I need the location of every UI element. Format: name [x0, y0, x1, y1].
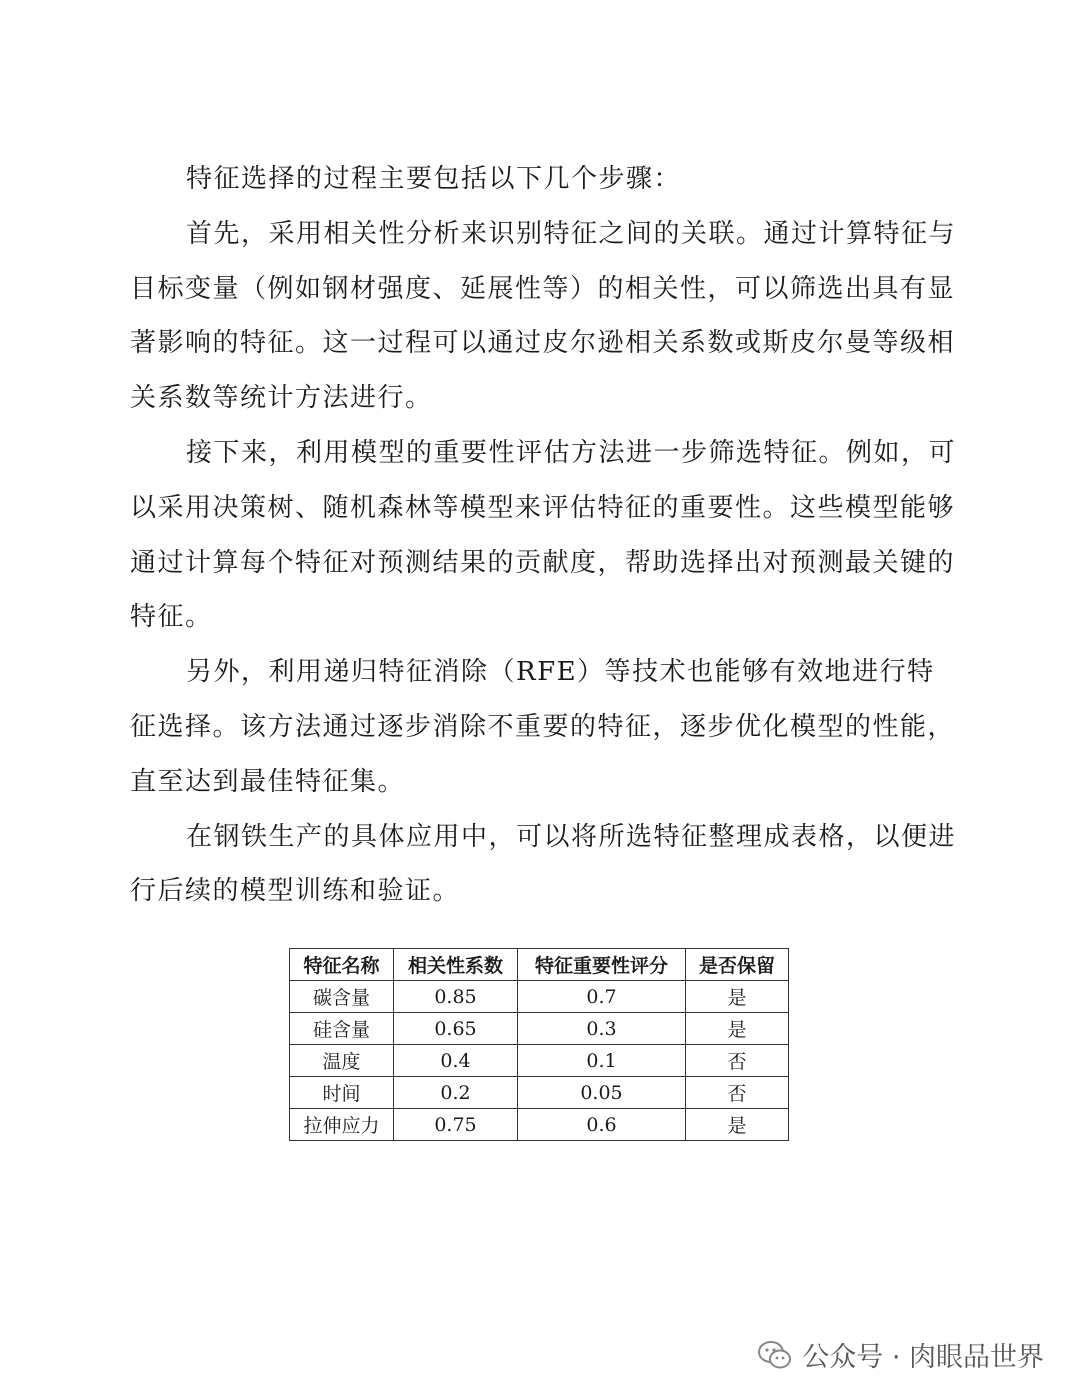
cell-feature-name: 碳含量: [290, 981, 394, 1013]
cell-feature-name: 温度: [290, 1045, 394, 1077]
cell-keep: 是: [686, 981, 789, 1013]
cell-keep: 是: [686, 1013, 789, 1045]
cell-keep: 是: [686, 1109, 789, 1141]
paragraph-rfe: 另外，利用递归特征消除（RFE）等技术也能够有效地进行特征选择。该方法通过逐步消除不重要的特征，逐步优化模型的性能，直至达到最佳特征集。: [130, 657, 956, 797]
paragraph-correlation: 首先，采用相关性分析来识别特征之间的关联。通过计算特征与目标变量（例如钢材强度、延展性等）的相关性，可以筛选出具有显著影响的特征。这一过程可以通过皮尔逊相关系数或斯皮尔曼等级相关系数等统计方法进行。: [130, 218, 957, 414]
cell-importance: 0.7: [518, 981, 686, 1013]
cell-feature-name: 时间: [290, 1077, 394, 1109]
table-row: [290, 1013, 789, 1045]
header-correlation: 相关性系数: [394, 949, 518, 981]
paragraph-model-importance: 接下来，利用模型的重要性评估方法进一步筛选特征。例如，可以采用决策树、随机森林等模型来评估特征的重要性。这些模型能够通过计算每个特征对预测结果的贡献度，帮助选择出对预测最关键的特征。: [130, 437, 957, 633]
cell-correlation: 0.2: [394, 1077, 518, 1109]
header-keep: 是否保留: [686, 949, 789, 981]
table-row: [290, 1077, 789, 1109]
document-body: [130, 152, 960, 919]
cell-correlation: 0.4: [394, 1045, 518, 1077]
cell-correlation: 0.75: [394, 1109, 518, 1141]
cell-importance: 0.3: [518, 1013, 686, 1045]
feature-table: [289, 948, 789, 1141]
header-importance: 特征重要性评分: [518, 949, 686, 981]
paragraph-intro: 特征选择的过程主要包括以下几个步骤：: [186, 164, 682, 194]
paragraph-application: 在钢铁生产的具体应用中，可以将所选特征整理成表格，以便进行后续的模型训练和验证。: [130, 821, 957, 907]
cell-importance: 0.1: [518, 1045, 686, 1077]
cell-importance: 0.05: [518, 1077, 686, 1109]
watermark: [758, 1335, 1044, 1374]
watermark-text: 公众号 · 肉眼品世界: [802, 1342, 1044, 1373]
table-row: [290, 1045, 789, 1077]
cell-feature-name: 硅含量: [290, 1013, 394, 1045]
table-header-row: [290, 949, 789, 981]
table-row: [290, 1109, 789, 1141]
cell-correlation: 0.65: [394, 1013, 518, 1045]
wechat-icon: [758, 1340, 792, 1370]
cell-keep: 否: [686, 1077, 789, 1109]
cell-importance: 0.6: [518, 1109, 686, 1141]
header-feature-name: 特征名称: [290, 949, 394, 981]
cell-feature-name: 拉伸应力: [290, 1109, 394, 1141]
cell-keep: 否: [686, 1045, 789, 1077]
table-row: [290, 981, 789, 1013]
feature-table-container: [289, 948, 789, 1141]
cell-correlation: 0.85: [394, 981, 518, 1013]
